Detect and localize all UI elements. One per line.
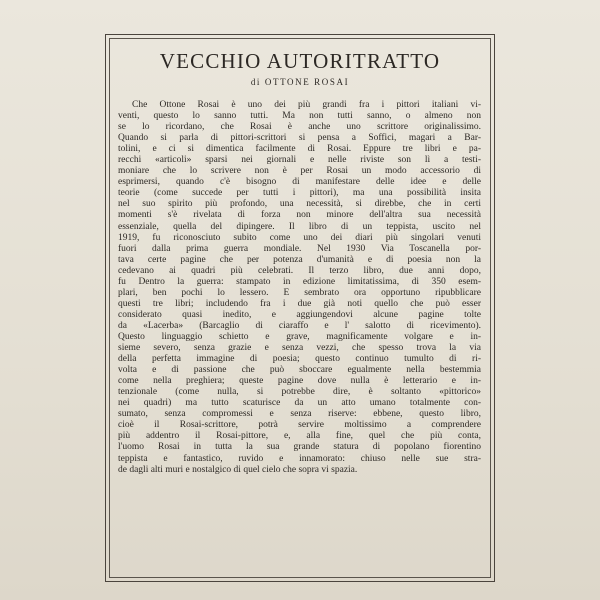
text-line: esprimersi, quando c'è bisogno di manifestare delle idee e delle	[118, 177, 481, 188]
text-line: teorie (come succede per tutti i pittori), ma una possibilità insita	[118, 188, 481, 199]
text-line: come nella preghiera; queste pagine dove nulla è letterario e in-	[118, 376, 481, 387]
text-line: Che Ottone Rosai è uno dei più grandi fra i pittori italiani vi-	[132, 100, 481, 110]
text-line: cioè il Rosai-scrittore, potrà servire moltissimo a comprendere	[118, 420, 481, 431]
text-line: sieme severo, senza grazie e senza vezzi, che spesso trova la via	[118, 343, 481, 354]
page-frame-inner-rule	[109, 38, 491, 578]
text-line: momenti s'è rivelata di forza non minore dell'altra sua necessità	[118, 210, 481, 221]
text-line: questi tre libri; includendo fra i due già noti quello che può esser	[118, 298, 481, 309]
page-title: VECCHIO AUTORITRATTO	[159, 49, 441, 73]
text-line: teppista e fantastico, ruvido e innamorato: chiuso nelle sue stra-	[118, 453, 481, 464]
text-line: de dagli alti muri e nostalgico di quel cielo che sopra vi spazia.	[118, 464, 358, 475]
text-line: nel suo spirito più profondo, una necessità, si direbbe, che in certi	[118, 199, 481, 210]
page-frame	[105, 34, 495, 582]
text-line: tolini, e ci si dimentica facilmente di Rosai. Eppure tre libri e pa-	[118, 144, 481, 155]
text-line: recchi «articoli» sparsi nei giornali e nelle riviste son lì a testi-	[118, 155, 481, 166]
article-body	[118, 100, 481, 476]
text-line: venti, questo lo sanno tutti. Ma non tutti sanno, o almeno non	[118, 111, 481, 122]
text-line: cedevano ai quadri più celebrati. Il terzo libro, due anni dopo,	[118, 265, 481, 276]
text-line: Questo linguaggio schietto e grave, magnificamente volgare e in-	[118, 331, 481, 342]
text-line: più addentro il Rosai-pittore, e, alla fine, quel che più conta,	[118, 431, 481, 442]
text-line: considerato quasi inedito, e aggiungendovi alcune pagine tolte	[118, 309, 481, 320]
text-line: 1919, fu riconosciuto subito come uno dei diari più singolari venuti	[118, 232, 481, 243]
text-line: nei quadri) ma tutto scaturisce da un atto umano totalmente con-	[118, 398, 481, 409]
text-line: sumato, senza compromessi e senza riserve: ebbene, questo libro,	[118, 409, 481, 420]
author-byline: di OTTONE ROSAI	[250, 77, 350, 87]
text-line: tava certe pagine che per potenza d'umanità e di poesia non la	[118, 254, 481, 265]
text-line: fuori dalla prima guerra mondiale. Nel 1930 Via Toscanella por-	[118, 243, 481, 254]
text-line: volta e di passione che può sboccare egualmente nella bestemmia	[118, 365, 481, 376]
text-line: se lo ricordano, che Rosai è anche uno scrittore originalissimo.	[118, 122, 481, 133]
text-line: Quando si parla di pittori-scrittori si pensa a Soffici, magari a Bar-	[118, 133, 481, 144]
text-line: essenziale, quella del dipingere. Il libro di un teppista, uscito nel	[118, 221, 481, 232]
text-line: fu Dentro la guerra: stampato in edizione limitatissima, di 350 esem-	[118, 276, 481, 287]
text-line: moniare che lo scrivere non è per Rosai un modo accessorio di	[118, 166, 481, 177]
text-line: tenzionale (come nulla, si potrebbe dire, è soltanto «pittorico»	[118, 387, 481, 398]
text-line: plari, ben pochi lo lessero. È sembrato ora opportuno ripubblicare	[118, 287, 481, 298]
text-line: l'uomo Rosai in tutta la sua grande statura di popolano fiorentino	[118, 442, 481, 453]
text-line: della perfetta immagine di poesia; questo continuo tumulto di ri-	[118, 354, 481, 365]
text-line: da «Lacerba» (Barcaglio di ciaraffo e l' salotto di ricevimento).	[118, 320, 481, 331]
